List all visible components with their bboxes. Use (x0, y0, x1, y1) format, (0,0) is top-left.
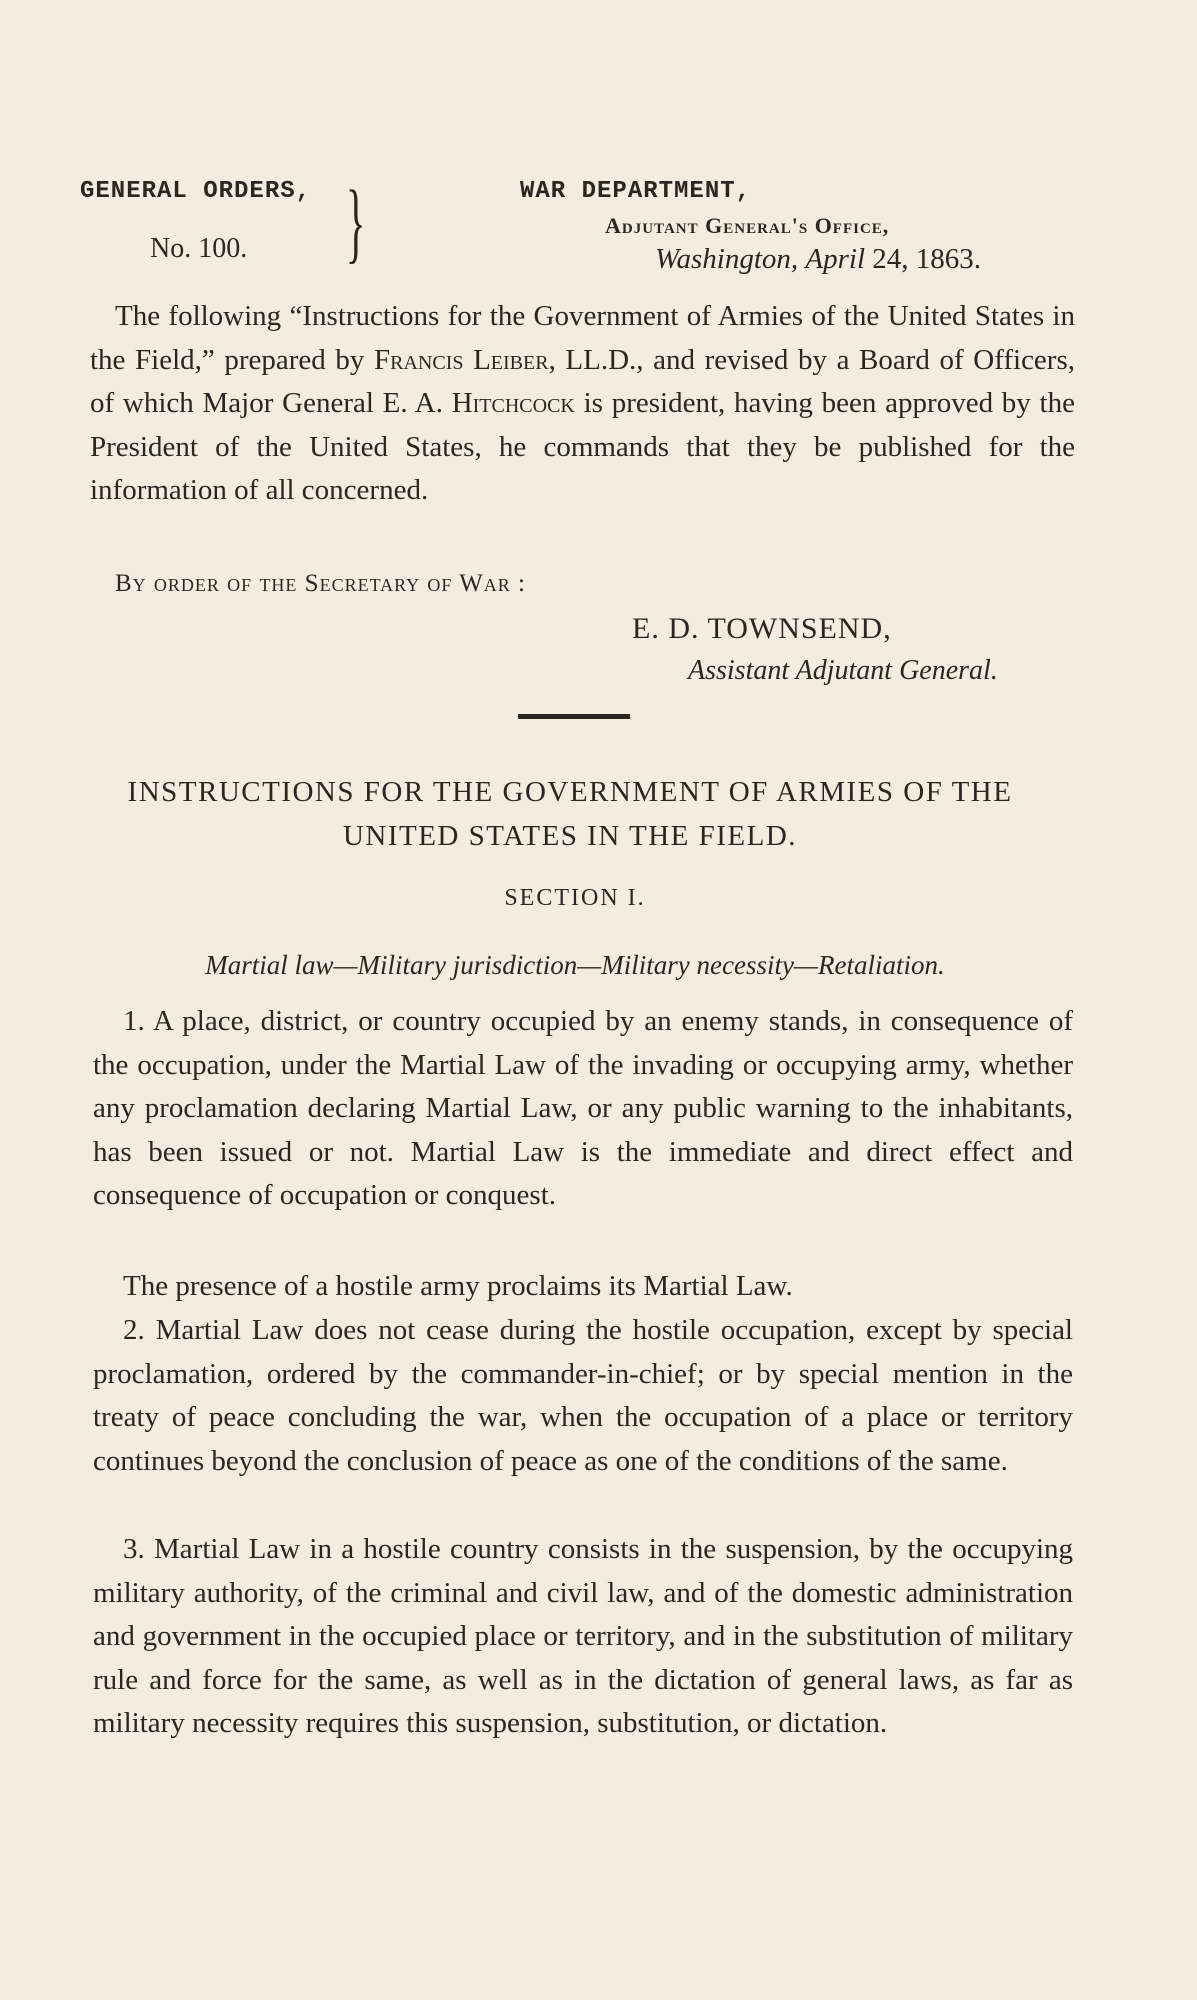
article-2: 2. Martial Law does not cease during the hostile occupation, except by special proclamation, ordered by the commander-in-chief; or by special mention in the treaty of peace concluding the war, when the occupation of a place or territory continues beyond the conclusion of peace as one of the conditions of the same. (93, 1314, 1073, 1477)
intro-part1: The following “Instructions for the Government of Armies of the United States in the Field,” prepared by (90, 300, 1075, 376)
intro-hitchcock: Hitchcock (451, 387, 575, 419)
divider-rule (518, 714, 630, 719)
war-department-label: WAR DEPARTMENT, (520, 178, 752, 205)
signer-title: Assistant Adjutant General. (688, 655, 998, 686)
date-rest: 24, 1863. (872, 243, 982, 275)
signer-name: E. D. TOWNSEND, (632, 612, 892, 645)
adjutant-office-label: Adjutant General's Office, (605, 213, 890, 238)
article-1-continuation: The presence of a hostile army proclaims its Martial Law. (123, 1270, 793, 1302)
department-block (520, 178, 1080, 276)
general-orders-block (80, 178, 350, 265)
main-title: INSTRUCTIONS FOR THE GOVERNMENT OF ARMIES OF THE UNITED STATES IN THE FIELD. (127, 776, 1013, 852)
date-month: April (805, 243, 866, 275)
by-order-line: By order of the Secretary of War : (115, 570, 527, 597)
brace-glyph: } (346, 173, 366, 272)
place-and-date (520, 243, 1080, 276)
intro-part3: is president, having been approved by the President of the United States, he commands that they be published for the information of all concerned. (90, 387, 1075, 506)
section-subtitle: Martial law—Military jurisdiction—Military necessity—Retaliation. (205, 950, 945, 980)
intro-paragraph (90, 295, 1075, 513)
order-number: No. 100. (150, 233, 248, 264)
article-1: 1. A place, district, or country occupied by an enemy stands, in consequence of the occupation, under the Martial Law of the invading or occupying army, whether any proclamation declaring Martial Law, or any public warning to the inhabitants, has been issued or not. Martial Law is the immediate and direct effect and consequence of occupation or conquest. (93, 1005, 1073, 1211)
article-3: 3. Martial Law in a hostile country consists in the suspension, by the occupying military authority, of the criminal and civil law, and of the domestic administration and government in the occupied place or territory, and in the substitution of military rule and force for the same, as well as in the dictation of general laws, as far as military necessity requires this suspension, substitution, or dictation. (93, 1533, 1073, 1739)
place-name: Washington, (655, 243, 799, 275)
general-orders-label: GENERAL ORDERS, (80, 178, 312, 205)
intro-part2: , LL.D., and revised by a Board of Officers, of which Major General E. A. (90, 343, 1075, 419)
intro-author: Francis Leiber (374, 343, 549, 376)
section-heading: SECTION I. (504, 885, 646, 911)
